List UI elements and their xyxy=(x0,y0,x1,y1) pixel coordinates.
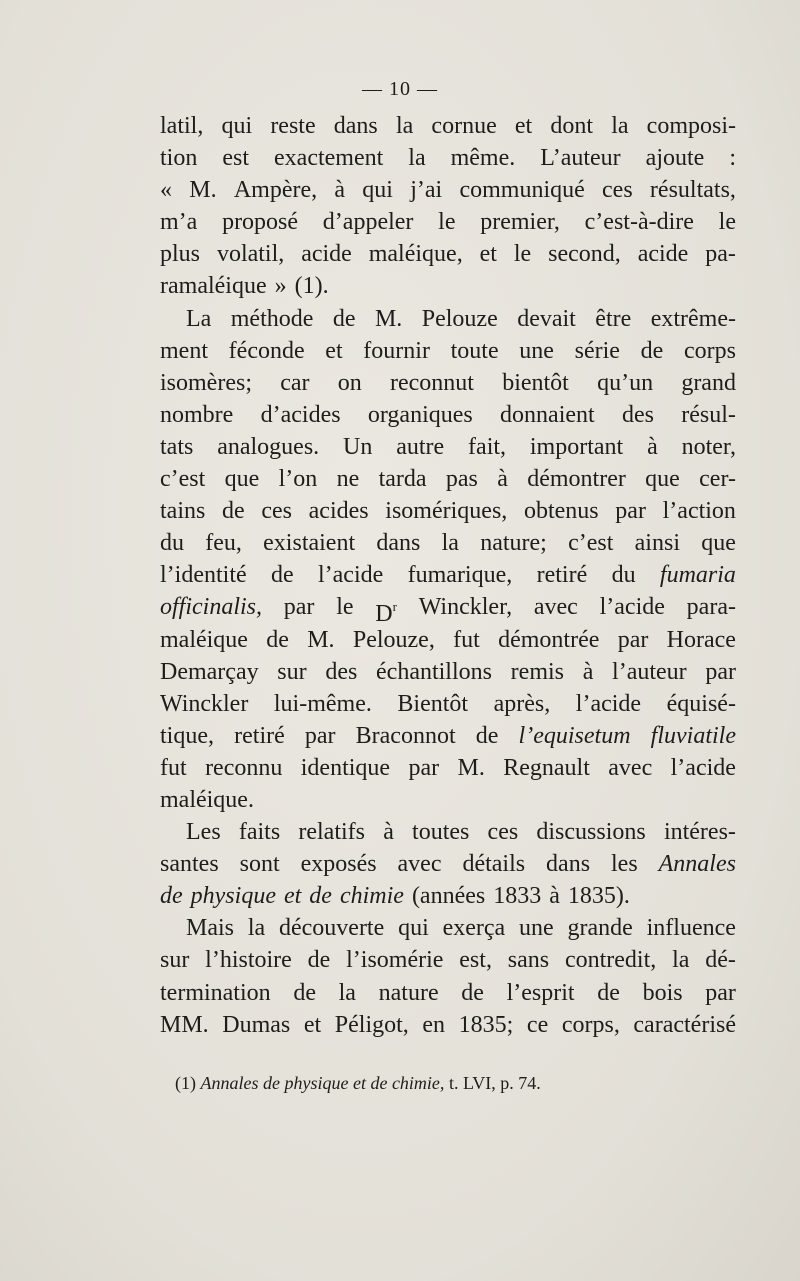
body-word: devait xyxy=(517,305,576,332)
body-word: ces xyxy=(487,819,519,846)
body-word: chimie xyxy=(339,883,404,910)
body-word: la xyxy=(611,113,629,139)
body-word: à xyxy=(647,433,658,460)
body-word: corps xyxy=(683,337,736,364)
body-line xyxy=(160,848,736,880)
body-word: ment xyxy=(160,337,208,364)
body-word: Ampère, xyxy=(233,177,318,204)
body-word: MM. xyxy=(160,1011,209,1038)
body-line xyxy=(160,206,736,238)
body-word: noter, xyxy=(681,433,736,460)
body-word: pa- xyxy=(705,241,736,268)
body-word: cornue xyxy=(431,113,497,139)
body-line xyxy=(160,142,736,174)
body-word: série xyxy=(574,337,620,364)
body-word: acide xyxy=(637,241,689,268)
body-word: une xyxy=(519,337,554,364)
body-word: de xyxy=(475,722,499,749)
body-word: discussions xyxy=(536,819,646,846)
superscript: r xyxy=(392,599,397,615)
body-word: l’acide xyxy=(317,562,384,589)
body-word: ces xyxy=(602,177,633,204)
body-word: reconnut xyxy=(389,369,474,396)
body-word: des xyxy=(325,658,358,685)
body-word: retiré xyxy=(234,722,285,749)
body-word: l’on xyxy=(278,466,318,493)
body-word: fournir xyxy=(363,337,430,364)
body-word: même. xyxy=(450,145,516,172)
body-word: Braconnot xyxy=(355,722,456,749)
body-word: » xyxy=(274,273,287,300)
body-word: résultats, xyxy=(649,177,736,204)
footnote-marker: (1) xyxy=(175,1073,196,1093)
body-word: c’est xyxy=(568,530,614,557)
body-word: qui xyxy=(398,915,429,942)
body-word: Les xyxy=(186,819,221,846)
body-word: toute xyxy=(450,337,499,364)
body-word: exactement xyxy=(274,145,384,172)
body-word: et xyxy=(303,1011,322,1038)
body-word: La xyxy=(186,305,212,332)
body-word: Péligot, xyxy=(334,1011,409,1038)
body-word: découverte xyxy=(278,915,385,942)
footnote-citation-ref: t. LVI, p. 74. xyxy=(448,1073,541,1093)
body-word: : xyxy=(729,145,736,172)
body-word: l’action xyxy=(662,498,736,525)
body-line xyxy=(160,880,736,912)
body-line xyxy=(160,752,736,784)
body-line xyxy=(160,270,736,302)
body-word: féconde xyxy=(228,337,305,364)
body-word: ramaléique xyxy=(160,273,267,300)
body-word: second, xyxy=(548,241,621,268)
body-word: la xyxy=(441,530,459,557)
body-word: lui-même. xyxy=(273,690,372,717)
body-word: proposé xyxy=(222,209,299,236)
body-word: Dumas xyxy=(222,1011,291,1038)
body-word: équisé- xyxy=(666,690,736,717)
body-word: nombre xyxy=(160,401,234,428)
body-word: para- xyxy=(686,594,736,621)
body-line xyxy=(160,1009,736,1041)
body-word: reconnu xyxy=(205,754,283,781)
body-word: toutes xyxy=(412,819,470,846)
body-word: que xyxy=(645,466,680,493)
body-word: tion xyxy=(160,145,198,172)
body-word: sur xyxy=(160,947,190,974)
body-word: de xyxy=(222,498,245,525)
body-word: de xyxy=(293,979,316,1006)
body-word: fut xyxy=(453,626,480,653)
body-word: Un xyxy=(343,433,373,460)
body-word: (années xyxy=(411,883,486,910)
body-word: qui xyxy=(362,177,393,204)
body-word: cer- xyxy=(699,466,736,493)
body-line xyxy=(160,367,736,399)
body-line xyxy=(160,656,736,688)
body-word: le xyxy=(438,209,456,236)
body-word: retiré xyxy=(536,562,588,589)
body-word: dé- xyxy=(705,947,736,974)
body-word: du xyxy=(160,530,184,557)
body-line xyxy=(160,335,736,367)
body-word: fluviatile xyxy=(650,722,736,749)
body-word: fumaria xyxy=(659,562,736,589)
body-word: Mais xyxy=(186,915,234,942)
body-word: ajoute xyxy=(645,145,705,172)
body-word: on xyxy=(337,369,362,396)
body-word: le xyxy=(718,209,736,236)
body-word: 1835; xyxy=(458,1011,514,1038)
body-word: « xyxy=(160,177,172,204)
body-word: plus xyxy=(160,241,201,268)
body-word: santes xyxy=(160,851,219,878)
body-word: existaient xyxy=(263,530,356,557)
body-word: l’acide xyxy=(575,690,642,717)
body-word: 1833 xyxy=(493,883,542,910)
body-line xyxy=(160,463,736,495)
body-word: contredit, xyxy=(564,947,657,974)
body-word: avec xyxy=(608,754,653,781)
body-word: par xyxy=(304,722,336,749)
body-word: acide xyxy=(301,241,352,268)
body-word: corps, xyxy=(561,1011,620,1038)
body-word: qu’un xyxy=(597,369,654,396)
body-word: la xyxy=(672,947,690,974)
body-word: de xyxy=(640,337,664,364)
body-word: (1). xyxy=(294,273,329,300)
page-number: — 10 — xyxy=(362,78,438,100)
body-line xyxy=(160,399,736,431)
body-word: que xyxy=(224,466,260,493)
body-word: Winckler, xyxy=(418,594,513,621)
body-word: l’auteur xyxy=(612,658,687,685)
body-word: officinalis, xyxy=(160,594,262,621)
body-word: de xyxy=(461,979,484,1006)
body-word: maléique, xyxy=(368,241,463,268)
body-word: fut xyxy=(160,754,187,781)
body-word: M. xyxy=(457,754,485,781)
body-word: ne xyxy=(336,466,360,493)
body-word: à xyxy=(549,883,560,910)
body-word: qui xyxy=(221,113,253,139)
body-word: par xyxy=(705,979,736,1006)
body-word: Horace xyxy=(666,626,736,653)
body-word: termination xyxy=(160,979,271,1006)
body-word: être xyxy=(595,305,632,332)
body-word: pas xyxy=(445,466,478,493)
body-word: M. xyxy=(189,177,217,204)
body-word: M. xyxy=(374,305,403,332)
body-word: 1835). xyxy=(567,883,630,910)
body-word: intéres- xyxy=(663,819,736,846)
body-word: des xyxy=(621,401,654,428)
body-word: latil, xyxy=(160,113,204,139)
body-line xyxy=(160,784,736,816)
body-word: par xyxy=(408,754,440,781)
body-word: m’a xyxy=(160,209,198,236)
body-word: j’ai xyxy=(410,177,443,204)
body-word: $D^r$ xyxy=(375,599,397,628)
body-word: le xyxy=(513,241,532,268)
body-word: l’acide xyxy=(599,594,665,621)
body-word: obtenus xyxy=(523,498,599,525)
body-word: d’acides xyxy=(260,401,341,428)
body-word: les xyxy=(611,851,638,878)
body-line xyxy=(160,495,736,527)
body-word: de xyxy=(597,979,620,1006)
body-word: c’est-à-dire xyxy=(584,209,694,236)
body-word: l’isomérie xyxy=(346,947,444,974)
body-word: de xyxy=(160,883,183,910)
body-word: démontrée xyxy=(498,626,600,653)
body-word: et xyxy=(325,337,343,364)
body-word: important xyxy=(529,433,624,460)
body-word: à xyxy=(497,466,508,493)
body-word: fumarique, xyxy=(407,562,513,589)
body-word: reste xyxy=(270,113,316,139)
body-word: composi- xyxy=(646,113,736,139)
body-word: L’auteur xyxy=(540,145,621,172)
body-word: de xyxy=(309,883,332,910)
body-line xyxy=(160,688,736,720)
body-word: est xyxy=(222,145,250,172)
body-word: maléique xyxy=(160,626,248,653)
body-word: l’esprit xyxy=(506,979,575,1006)
body-word: dont xyxy=(550,113,594,139)
body-word: ce xyxy=(526,1011,549,1038)
body-word: c’est xyxy=(160,466,206,493)
body-word: la xyxy=(408,145,426,172)
body-line xyxy=(160,174,736,206)
body-word: par xyxy=(615,498,646,525)
body-word: méthode xyxy=(230,305,314,332)
body-word: ainsi xyxy=(634,530,680,557)
body-word: Annales xyxy=(658,851,736,878)
body-word: Bientôt xyxy=(397,690,469,717)
body-word: communiqué xyxy=(459,177,585,204)
body-word: par xyxy=(283,594,315,621)
body-word: de xyxy=(266,626,289,653)
body-word: que xyxy=(701,530,736,557)
body-line xyxy=(160,977,736,1009)
body-word: et xyxy=(514,113,533,139)
body-word: échantillons xyxy=(376,658,492,685)
footnote xyxy=(175,1073,735,1094)
body-word: feu, xyxy=(205,530,242,557)
body-word: extrême- xyxy=(650,305,736,332)
body-word: l’equisetum xyxy=(518,722,631,749)
body-word: acides xyxy=(308,498,369,525)
body-word: influence xyxy=(646,915,736,942)
body-word: l’histoire xyxy=(205,947,292,974)
body-line xyxy=(160,559,736,591)
body-word: analogues. xyxy=(217,433,320,460)
body-word: maléique. xyxy=(160,786,254,813)
body-line xyxy=(160,912,736,944)
body-word: tains xyxy=(160,498,206,525)
body-word: sont xyxy=(239,851,280,878)
body-word: bois xyxy=(642,979,683,1006)
body-word: dans xyxy=(333,113,378,139)
body-word: après, xyxy=(493,690,551,717)
body-line xyxy=(160,944,736,976)
body-line xyxy=(160,238,736,270)
body-word: ces xyxy=(261,498,292,525)
body-word: par xyxy=(617,626,649,653)
body-word: l’identité xyxy=(160,562,247,589)
body-word: exposés xyxy=(300,851,377,878)
body-word: de xyxy=(332,305,356,332)
body-line xyxy=(160,591,736,628)
body-word: Regnault xyxy=(503,754,590,781)
body-word: d’appeler xyxy=(322,209,414,236)
body-word: donnaient xyxy=(500,401,595,428)
body-word: Winckler xyxy=(160,690,249,717)
body-word: sur xyxy=(277,658,307,685)
body-word: est, xyxy=(459,947,492,974)
body-word: détails xyxy=(462,851,526,878)
body-word: nature xyxy=(378,979,439,1006)
body-word: de xyxy=(307,947,331,974)
body-word: car xyxy=(280,369,310,396)
body-word: organiques xyxy=(367,401,473,428)
body-word: Pelouze, xyxy=(352,626,435,653)
body-word: de xyxy=(270,562,294,589)
body-word: en xyxy=(422,1011,446,1038)
footnote-citation-title: Annales de physique et de chimie, xyxy=(200,1073,445,1093)
body-word: l’acide xyxy=(670,754,736,781)
body-word: la xyxy=(395,113,414,139)
body-word: et xyxy=(283,883,302,910)
body-word: à xyxy=(582,658,594,685)
body-word: une xyxy=(519,915,554,942)
body-word: identique xyxy=(300,754,391,781)
body-word: par xyxy=(705,658,736,685)
body-word: sans xyxy=(507,947,550,974)
body-line xyxy=(160,624,736,656)
body-word: Pelouze xyxy=(421,305,498,332)
body-word: la xyxy=(338,979,356,1006)
body-word: remis xyxy=(510,658,564,685)
body-word: premier, xyxy=(480,209,560,236)
body-word: caractérisé xyxy=(633,1011,736,1038)
body-line xyxy=(160,816,736,848)
body-word: isomériques, xyxy=(385,498,508,525)
body-word: à xyxy=(334,177,346,204)
body-word: avec xyxy=(397,851,442,878)
body-word: la xyxy=(247,915,266,942)
body-word: dans xyxy=(376,530,421,557)
body-word: démontrer xyxy=(527,466,626,493)
body-word: autre xyxy=(396,433,445,460)
body-word: avec xyxy=(533,594,578,621)
body-line xyxy=(160,110,736,142)
body-word: à xyxy=(383,819,394,846)
body-word: grande xyxy=(567,915,633,942)
body-word: le xyxy=(336,594,354,621)
body-word: nature; xyxy=(480,530,547,557)
body-word: physique xyxy=(190,883,276,910)
body-word: résul- xyxy=(681,401,736,428)
body-line xyxy=(160,303,736,335)
body-word: Demarçay xyxy=(160,658,259,685)
body-word: tique, xyxy=(160,722,214,749)
body-word: grand xyxy=(681,369,736,396)
body-line xyxy=(160,431,736,463)
body-word: tats xyxy=(160,433,194,460)
body-word: volatil, xyxy=(216,241,285,268)
body-word: bientôt xyxy=(502,369,569,396)
body-word: et xyxy=(479,241,497,268)
body-word: exerça xyxy=(442,915,506,942)
body-word: M. xyxy=(307,626,335,653)
body-line xyxy=(160,720,736,752)
body-line xyxy=(160,527,736,559)
body-text xyxy=(160,110,736,1041)
body-word: relatifs xyxy=(298,819,365,846)
body-word: tarda xyxy=(378,466,427,493)
body-word: dans xyxy=(546,851,591,878)
body-word: fait, xyxy=(468,433,507,460)
body-word: du xyxy=(611,562,636,589)
body-word: faits xyxy=(238,819,281,846)
body-word: isomères; xyxy=(160,369,252,396)
